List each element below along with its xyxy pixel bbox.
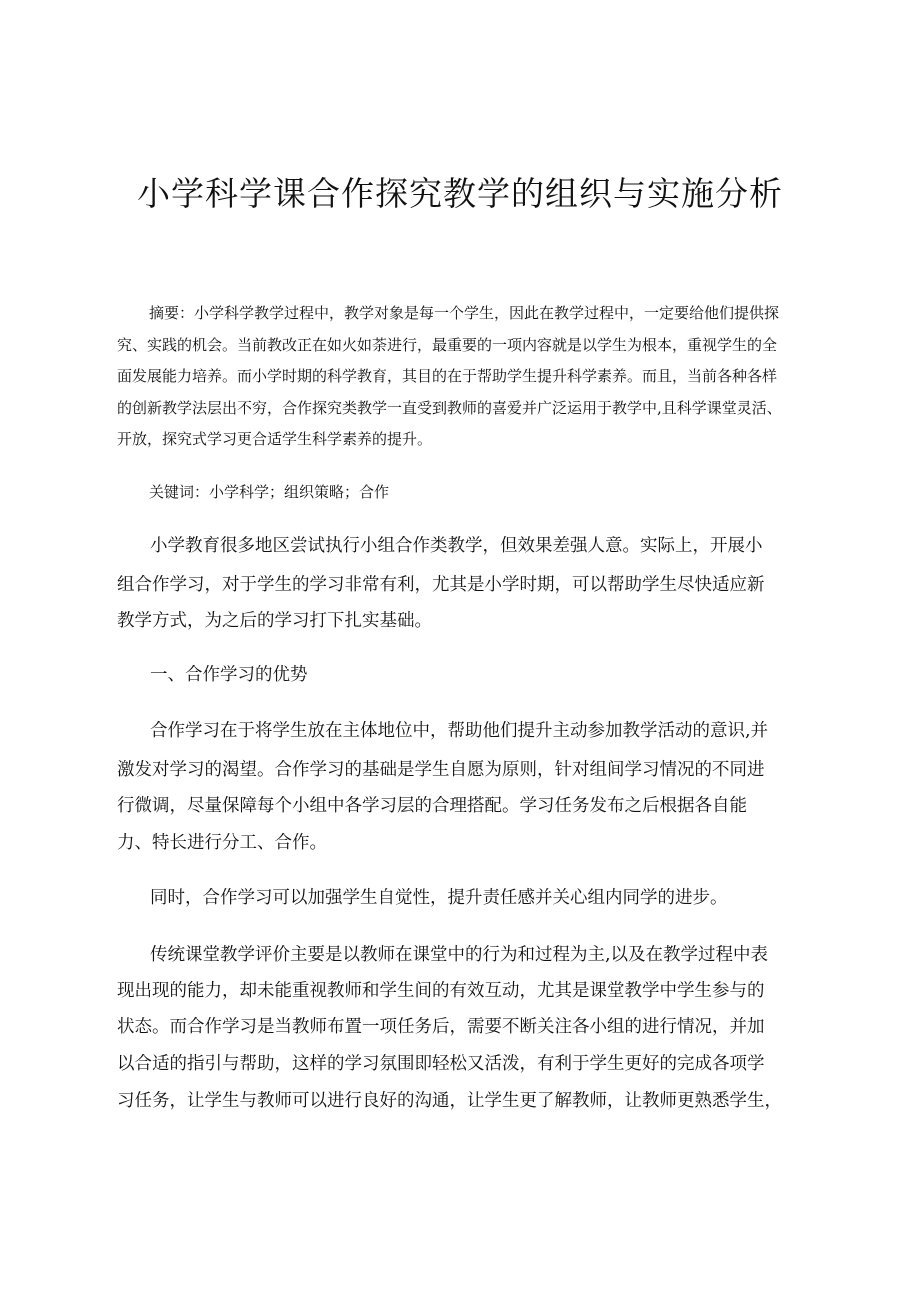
keywords: 关键词：小学科学；组织策略；合作	[149, 483, 390, 501]
paragraph-line: 现出现的能力，却未能重视教师和学生间的有效互动，尤其是课堂教学中学生参与的	[117, 981, 765, 1001]
intro-line: 小学教育很多地区尝试执行小组合作类教学，但效果差强人意。实际上，开展小	[150, 536, 763, 556]
intro-line: 教学方式，为之后的学习打下扎实基础。	[117, 611, 432, 631]
abstract-line: 开放，探究式学习更合适学生科学素养的提升。	[117, 430, 433, 448]
abstract-line: 面发展能力培养。而小学时期的科学教育，其目的在于帮助学生提升科学素养。而且，当前各种各样	[117, 367, 778, 385]
paragraph-line: 行微调，尽量保障每个小组中各学习层的合理搭配。学习任务发布之后根据各自能	[117, 796, 747, 816]
section-heading: 一、合作学习的优势	[150, 665, 308, 685]
paragraph-line: 力、特长进行分工、合作。	[117, 833, 327, 853]
paragraph-line: 习任务，让学生与教师可以进行良好的沟通，让学生更了解教师，让教师更熟悉学生，	[117, 1091, 782, 1111]
paragraph-line: 传统课堂教学评价主要是以教师在课堂中的行为和过程为主,以及在教学过程中表	[150, 945, 769, 965]
abstract-line: 的创新教学法层出不穷，合作探究类教学一直受到教师的喜爱并广泛运用于教学中,且科学课堂灵活、	[117, 399, 782, 417]
intro-line: 组合作学习，对于学生的学习非常有利，尤其是小学时期，可以帮助学生尽快适应新	[117, 575, 765, 595]
paragraph-line: 以合适的指引与帮助，这样的学习氛围即轻松又活泼，有利于学生更好的完成各项学	[117, 1054, 765, 1074]
paragraph-line: 激发对学习的渴望。合作学习的基础是学生自愿为原则，针对组间学习情况的不同进	[117, 760, 765, 780]
paragraph-line: 状态。而合作学习是当教师布置一项任务后，需要不断关注各小组的进行情况，并加	[117, 1017, 765, 1037]
document-title: 小学科学课合作探究教学的组织与实施分析	[137, 174, 783, 213]
abstract-line: 摘要：小学科学教学过程中，教学对象是每一个学生，因此在教学过程中，一定要给他们提供探	[149, 304, 780, 322]
paragraph-line: 同时，合作学习可以加强学生自觉性，提升责任感并关心组内同学的进步。	[150, 888, 728, 908]
abstract-line: 究、实践的机会。当前教改正在如火如荼进行，最重要的一项内容就是以学生为根本，重视学生的全	[117, 336, 778, 354]
paragraph-line: 合作学习在于将学生放在主体地位中，帮助他们提升主动参加教学活动的意识,并	[150, 721, 769, 741]
